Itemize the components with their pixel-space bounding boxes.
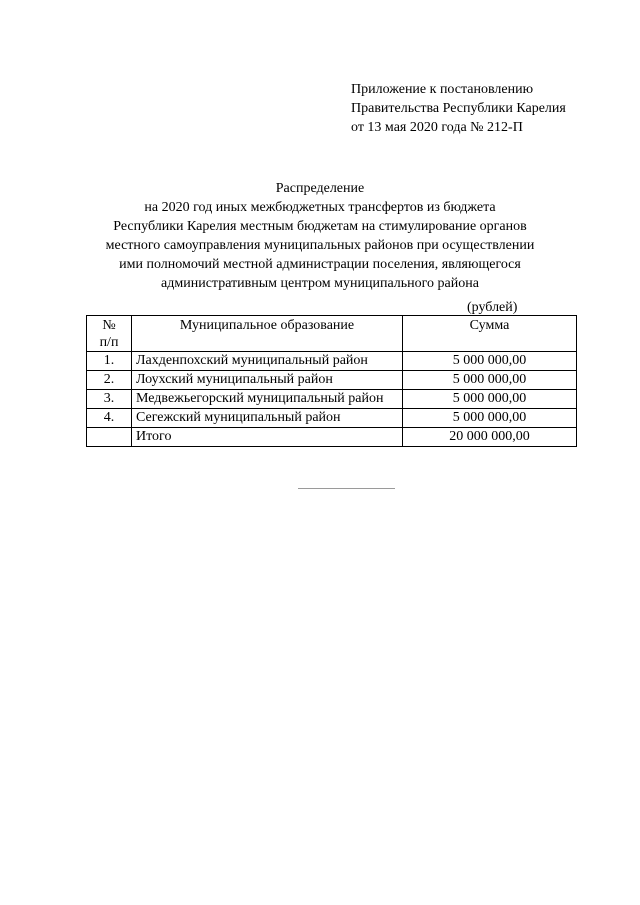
header-municipality: Муниципальное образование: [132, 316, 403, 352]
row-number: 1.: [87, 352, 132, 371]
appendix-line: Приложение к постановлению: [351, 82, 534, 97]
row-number: 4.: [87, 409, 132, 428]
currency-unit-label: (рублей): [467, 300, 518, 315]
row-sum: 5 000 000,00: [403, 352, 577, 371]
closing-divider: [298, 488, 395, 489]
title-line: административным центром муниципального района: [161, 276, 479, 291]
total-sum: 20 000 000,00: [403, 428, 577, 447]
total-number: [87, 428, 132, 447]
row-sum: 5 000 000,00: [403, 371, 577, 390]
header-number-line1: №: [102, 318, 116, 333]
document-title: [60, 179, 580, 293]
header-number-line2: п/п: [99, 335, 119, 350]
row-municipality: Медвежьегорский муниципальный район: [132, 390, 403, 409]
row-number: 3.: [87, 390, 132, 409]
title-line: на 2020 год иных межбюджетных трансфертов из бюджета: [144, 200, 496, 215]
header-sum: Сумма: [403, 316, 577, 352]
distribution-table: [86, 315, 577, 447]
title-line: ими полномочий местной администрации поселения, являющегося: [119, 257, 521, 272]
appendix-line: от 13 мая 2020 года № 212-П: [351, 120, 523, 135]
table-total-row: [87, 428, 577, 447]
table-row: [87, 390, 577, 409]
row-municipality: Лахденпохский муниципальный район: [132, 352, 403, 371]
row-municipality: Лоухский муниципальный район: [132, 371, 403, 390]
title-line: местного самоуправления муниципальных районов при осуществлении: [105, 238, 535, 253]
table-row: [87, 371, 577, 390]
row-sum: 5 000 000,00: [403, 390, 577, 409]
total-label: Итого: [132, 428, 403, 447]
title-line: Республики Карелия местным бюджетам на стимулирование органов: [113, 219, 527, 234]
appendix-reference: [351, 80, 566, 137]
row-sum: 5 000 000,00: [403, 409, 577, 428]
table-header-row: [87, 316, 577, 352]
header-number: [87, 316, 132, 352]
appendix-line: Правительства Республики Карелия: [351, 101, 566, 116]
row-municipality: Сегежский муниципальный район: [132, 409, 403, 428]
title-line: Распределение: [275, 181, 365, 196]
row-number: 2.: [87, 371, 132, 390]
table-row: [87, 409, 577, 428]
table-row: [87, 352, 577, 371]
